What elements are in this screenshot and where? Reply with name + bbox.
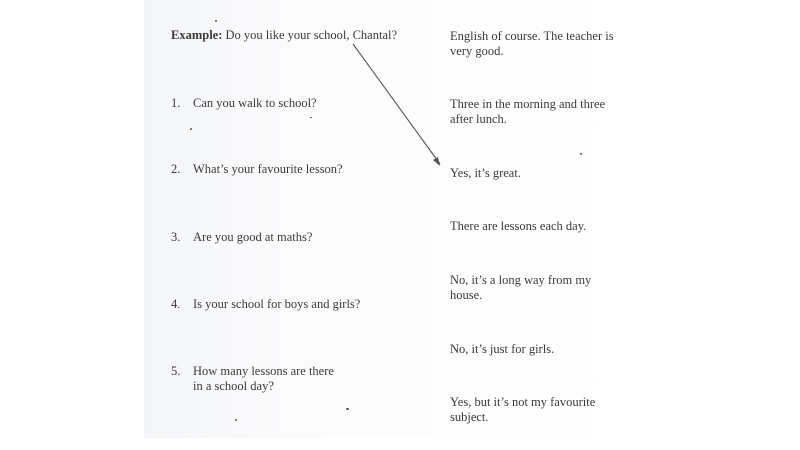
- question-number: 1.: [171, 96, 181, 110]
- question-3: [171, 230, 312, 245]
- example-question-text: Do you like your school, Chantal?: [225, 28, 398, 42]
- question-1: [171, 96, 317, 111]
- answer-a: [450, 29, 614, 59]
- question-number: 4.: [171, 297, 181, 311]
- question-text: What’s your favourite lesson?: [193, 162, 343, 176]
- question-text: How many lessons are there: [193, 364, 334, 378]
- answer-line: after lunch.: [450, 112, 507, 126]
- question-text-continued: in a school day?: [193, 379, 274, 393]
- answer-line: Three in the morning and three: [450, 97, 606, 111]
- answer-f: [450, 342, 554, 357]
- answer-b: [450, 97, 605, 127]
- answer-line: house.: [450, 288, 483, 302]
- speck: [346, 408, 349, 410]
- question-5: [171, 364, 334, 394]
- question-number: 5.: [171, 364, 181, 378]
- answer-line: Yes, but it’s not my favourite: [450, 395, 596, 409]
- speck: [215, 20, 217, 22]
- answer-line: subject.: [450, 410, 489, 424]
- speck: [235, 419, 237, 421]
- question-text: Is your school for boys and girls?: [193, 297, 361, 311]
- answer-g: [450, 395, 595, 425]
- answer-line: No, it’s a long way from my: [450, 273, 592, 287]
- answer-line: English of course. The teacher is: [450, 29, 614, 43]
- question-text: Are you good at maths?: [193, 230, 313, 244]
- speck: [580, 153, 582, 155]
- answer-line: Yes, it’s great.: [450, 166, 521, 180]
- answer-line: There are lessons each day.: [450, 219, 587, 233]
- answer-line: No, it’s just for girls.: [450, 342, 555, 356]
- question-number: 2.: [171, 162, 181, 176]
- example-question: [171, 28, 397, 43]
- answer-e: [450, 273, 591, 303]
- speck: [310, 117, 312, 118]
- question-2: [171, 162, 343, 177]
- example-label: Example:: [171, 28, 223, 42]
- answer-line: very good.: [450, 44, 504, 58]
- speck: [190, 128, 192, 130]
- question-number: 3.: [171, 230, 181, 244]
- question-text: Can you walk to school?: [193, 96, 317, 110]
- answer-d: [450, 219, 586, 234]
- answer-c: [450, 166, 521, 181]
- question-4: [171, 297, 360, 312]
